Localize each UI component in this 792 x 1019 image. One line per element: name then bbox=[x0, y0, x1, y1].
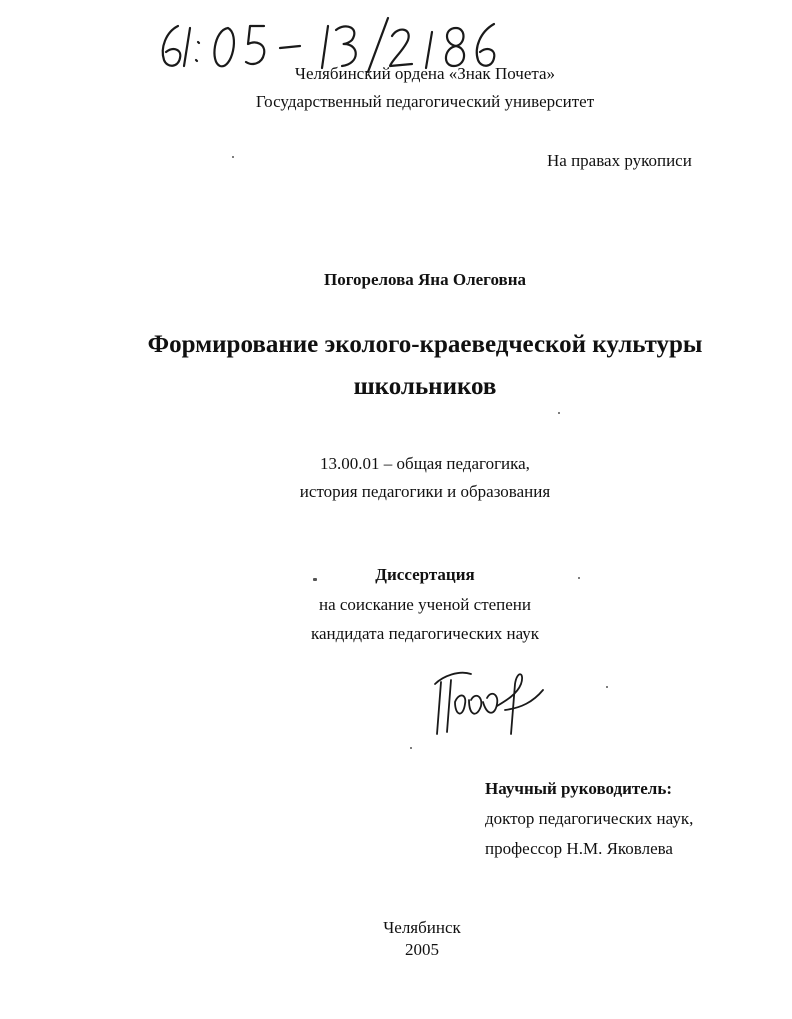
institution-line-2: Государственный педагогический университет bbox=[255, 92, 595, 111]
degree-line-1: на соискание ученой степени bbox=[318, 595, 532, 614]
place: Челябинск bbox=[383, 918, 461, 937]
dissertation-title-line-2: школьников bbox=[353, 373, 497, 400]
scan-speck bbox=[558, 412, 560, 414]
scan-speck bbox=[606, 686, 608, 688]
specialty-line-2: история педагогики и образования bbox=[299, 482, 551, 501]
specialty-line-1: 13.00.01 – общая педагогика, bbox=[320, 454, 530, 473]
handwritten-signature bbox=[425, 660, 555, 740]
degree-line-2: кандидата педагогических наук bbox=[310, 624, 540, 643]
scan-speck bbox=[313, 578, 317, 581]
supervisor-heading: Научный руководитель: bbox=[485, 779, 672, 798]
rights-note: На правах рукописи bbox=[547, 151, 692, 170]
institution-line-1: Челябинский ордена «Знак Почета» bbox=[294, 64, 556, 83]
scan-speck bbox=[232, 156, 234, 158]
scan-speck bbox=[410, 747, 412, 749]
year: 2005 bbox=[405, 940, 439, 959]
dissertation-heading: Диссертация bbox=[375, 565, 475, 584]
dissertation-title-line-1: Формирование эколого-краеведческой культуры bbox=[147, 331, 703, 358]
author-name: Погорелова Яна Олеговна bbox=[323, 270, 527, 289]
supervisor-line-1: доктор педагогических наук, bbox=[485, 809, 694, 828]
scan-speck bbox=[578, 577, 580, 579]
supervisor-line-2: профессор Н.М. Яковлева bbox=[485, 839, 673, 858]
